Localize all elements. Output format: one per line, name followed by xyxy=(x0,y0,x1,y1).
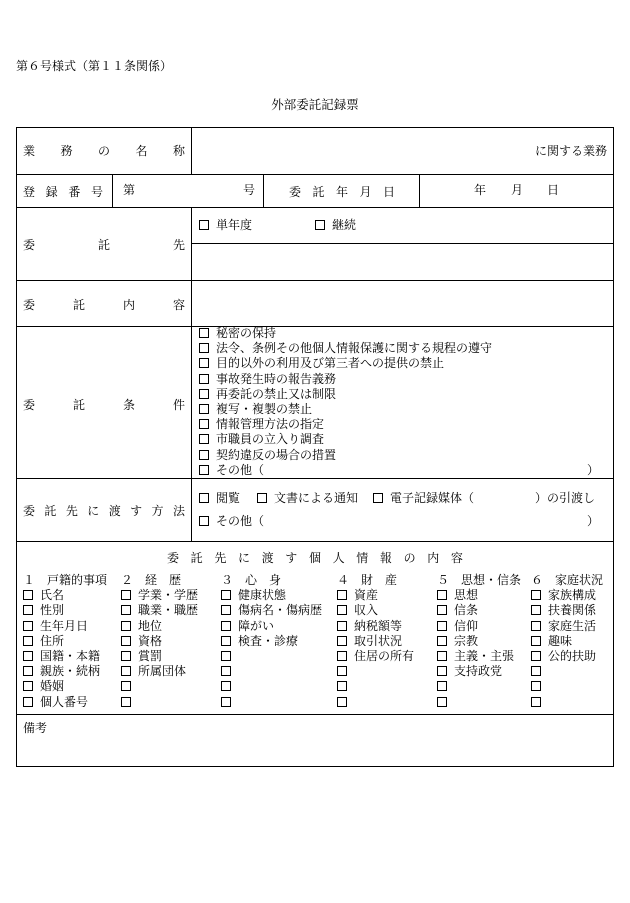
info-title xyxy=(167,549,463,566)
checkbox[interactable] xyxy=(121,636,131,646)
info-item[interactable] xyxy=(531,634,603,649)
label-char: 託 xyxy=(44,504,57,518)
date-year: 年 xyxy=(474,183,487,197)
contractor-continue-option[interactable] xyxy=(315,218,356,232)
label-char: 先 xyxy=(65,504,78,518)
reg-prefix: 第 xyxy=(123,183,136,197)
label-char: 内 xyxy=(122,298,135,312)
checkbox[interactable] xyxy=(337,666,347,676)
condition-label: 目的以外の利用及び第三者への提供の禁止 xyxy=(216,356,445,371)
label-char: 条 xyxy=(122,398,135,412)
info-item-label: 収入 xyxy=(354,603,379,618)
checkbox[interactable] xyxy=(221,697,231,707)
info-item[interactable] xyxy=(531,664,603,679)
condition-label: 秘密の保持 xyxy=(216,326,277,340)
info-column xyxy=(337,573,414,710)
label-char: す xyxy=(285,551,298,565)
content-label xyxy=(23,296,185,313)
checkbox[interactable] xyxy=(199,343,209,353)
label-char: 先 xyxy=(172,238,185,252)
method-label xyxy=(23,502,185,519)
info-item[interactable] xyxy=(437,679,521,694)
checkbox[interactable] xyxy=(23,681,33,691)
checkbox[interactable] xyxy=(121,651,131,661)
info-item-label: 趣味 xyxy=(548,633,573,648)
checkbox[interactable] xyxy=(437,636,447,646)
label-char: 容 xyxy=(172,298,185,312)
info-item[interactable] xyxy=(337,679,414,694)
checkbox[interactable] xyxy=(23,636,33,646)
condition-item[interactable] xyxy=(199,387,492,402)
label-char: 委 xyxy=(23,504,36,518)
method-close-paren: ） xyxy=(587,514,600,528)
condition-label: その他（ xyxy=(216,462,265,477)
date-label xyxy=(289,183,395,200)
checkbox[interactable] xyxy=(23,590,33,600)
row-divider xyxy=(17,174,613,175)
info-item-label: 取引状況 xyxy=(354,633,403,648)
checkbox[interactable] xyxy=(221,621,231,631)
label-char: 件 xyxy=(172,398,185,412)
checkbox[interactable] xyxy=(337,697,347,707)
info-item-label: 賞罰 xyxy=(138,648,163,663)
checkbox[interactable] xyxy=(437,651,447,661)
row-divider xyxy=(17,541,613,542)
conditions-close-paren: ） xyxy=(587,463,600,477)
checkbox[interactable] xyxy=(121,681,131,691)
checkbox[interactable] xyxy=(221,590,231,600)
checkbox[interactable] xyxy=(337,651,347,661)
info-item[interactable] xyxy=(437,664,521,679)
info-item[interactable] xyxy=(221,679,322,694)
info-item[interactable] xyxy=(121,603,198,618)
row-divider xyxy=(191,243,613,244)
checkbox[interactable] xyxy=(221,636,231,646)
info-item-label: 納税額等 xyxy=(354,618,403,633)
condition-label: 契約違反の場合の措置 xyxy=(216,447,337,462)
label-char: 委 xyxy=(23,238,36,252)
info-column xyxy=(531,573,603,710)
label-char: す xyxy=(130,504,143,518)
conditions-list xyxy=(199,326,492,478)
checkbox[interactable] xyxy=(315,220,325,230)
info-column-heading: ３ 心 身 xyxy=(221,573,282,587)
col-divider xyxy=(191,128,192,174)
checkbox[interactable] xyxy=(531,697,541,707)
reg-suffix: 号 xyxy=(243,183,256,197)
checkbox[interactable] xyxy=(531,651,541,661)
info-column-heading: ５ 思想・信条 xyxy=(437,573,522,587)
checkbox[interactable] xyxy=(121,590,131,600)
condition-label: 複写・複製の禁止 xyxy=(216,401,313,416)
label-char: の xyxy=(403,551,416,565)
info-item[interactable] xyxy=(121,664,198,679)
label-char: 委 xyxy=(23,398,36,412)
info-item[interactable] xyxy=(337,619,414,634)
method-media-option[interactable] xyxy=(373,491,474,505)
remarks-label: 備考 xyxy=(23,721,48,735)
label-char: 録 xyxy=(45,185,58,199)
info-item[interactable] xyxy=(23,649,107,664)
info-item[interactable] xyxy=(221,588,322,603)
info-item-label: 思想 xyxy=(454,588,479,603)
label-char: 託 xyxy=(312,185,325,199)
condition-item[interactable] xyxy=(199,326,492,341)
info-item[interactable] xyxy=(437,695,521,710)
checkbox[interactable] xyxy=(23,666,33,676)
checkbox[interactable] xyxy=(199,516,209,526)
date-month: 月 xyxy=(511,183,524,197)
info-item-label: 住居の所有 xyxy=(354,648,415,663)
info-item[interactable] xyxy=(437,619,521,634)
info-item[interactable] xyxy=(531,588,603,603)
label-char: 託 xyxy=(72,398,85,412)
label-char: 渡 xyxy=(261,551,274,565)
page-title: 外部委託記録票 xyxy=(271,97,359,112)
info-item-label: 婚姻 xyxy=(40,679,65,694)
label-char: 報 xyxy=(379,551,392,565)
condition-label: 事故発生時の報告義務 xyxy=(216,371,337,386)
label-char: 容 xyxy=(450,551,463,565)
info-item-label: 資格 xyxy=(138,633,163,648)
info-item-label: 信仰 xyxy=(454,618,479,633)
info-item[interactable] xyxy=(23,603,107,618)
checkbox[interactable] xyxy=(23,697,33,707)
label-char: 情 xyxy=(356,551,369,565)
info-item[interactable] xyxy=(531,619,603,634)
info-item-label: 資産 xyxy=(354,588,379,603)
checkbox[interactable] xyxy=(199,374,209,384)
info-item[interactable] xyxy=(23,588,107,603)
info-item[interactable] xyxy=(121,619,198,634)
condition-item[interactable] xyxy=(199,372,492,387)
form-number: 第６号様式（第１１条関係） xyxy=(16,59,173,73)
info-item[interactable] xyxy=(121,634,198,649)
checkbox[interactable] xyxy=(437,666,447,676)
name-suffix: に関する業務 xyxy=(534,144,607,158)
info-item-label: 個人番号 xyxy=(40,694,89,709)
info-item[interactable] xyxy=(437,603,521,618)
info-item-label: 家庭生活 xyxy=(548,618,597,633)
row-divider xyxy=(17,714,613,715)
info-item-label: 主義・主張 xyxy=(454,648,515,663)
info-column xyxy=(437,573,521,710)
label-char: 業 xyxy=(23,144,36,158)
label-char: 方 xyxy=(151,504,164,518)
info-item[interactable] xyxy=(437,634,521,649)
checkbox[interactable] xyxy=(437,681,447,691)
label-char: 登 xyxy=(23,185,36,199)
col-divider xyxy=(191,207,192,541)
condition-item[interactable] xyxy=(199,402,492,417)
info-item[interactable] xyxy=(531,695,603,710)
checkbox[interactable] xyxy=(531,590,541,600)
label-char: 託 xyxy=(190,551,203,565)
checkbox[interactable] xyxy=(437,605,447,615)
info-column xyxy=(121,573,198,710)
info-item[interactable] xyxy=(337,695,414,710)
condition-item[interactable] xyxy=(199,341,492,356)
label-char: の xyxy=(97,144,110,158)
checkbox[interactable] xyxy=(337,590,347,600)
option-label: 継続 xyxy=(332,218,357,232)
checkbox[interactable] xyxy=(199,419,209,429)
checkbox[interactable] xyxy=(23,605,33,615)
option-label: その他（ xyxy=(216,514,265,528)
info-item-label: 宗教 xyxy=(454,633,479,648)
checkbox[interactable] xyxy=(199,358,209,368)
info-item[interactable] xyxy=(23,634,107,649)
info-item-label: 所属団体 xyxy=(138,664,187,679)
info-item[interactable] xyxy=(221,603,322,618)
option-label: 単年度 xyxy=(216,218,253,232)
label-char: 託 xyxy=(72,298,85,312)
info-item[interactable] xyxy=(23,619,107,634)
info-item[interactable] xyxy=(337,634,414,649)
checkbox[interactable] xyxy=(437,621,447,631)
info-item[interactable] xyxy=(337,603,414,618)
label-char: 日 xyxy=(382,185,395,199)
condition-label: 法令、条例その他個人情報保護に関する規程の遵守 xyxy=(216,341,493,356)
label-char: 委 xyxy=(167,551,180,565)
info-column-heading: ４ 財 産 xyxy=(337,573,398,587)
checkbox[interactable] xyxy=(199,450,209,460)
label-char: に xyxy=(87,504,100,518)
method-other-option[interactable] xyxy=(199,514,264,528)
checkbox[interactable] xyxy=(221,666,231,676)
method-media-suffix: ）の引渡し xyxy=(535,491,596,505)
info-column-heading: １ 戸籍的事項 xyxy=(23,573,108,587)
info-item-label: 学業・学歴 xyxy=(138,588,199,603)
checkbox[interactable] xyxy=(531,636,541,646)
info-item[interactable] xyxy=(437,649,521,664)
info-item[interactable] xyxy=(221,649,322,664)
label-char: 号 xyxy=(90,185,103,199)
label-char: 先 xyxy=(214,551,227,565)
row-divider xyxy=(17,478,613,479)
option-label: 電子記録媒体（ xyxy=(390,491,475,505)
label-char: 番 xyxy=(68,185,81,199)
info-column xyxy=(221,573,322,710)
label-char: 法 xyxy=(172,504,185,518)
checkbox[interactable] xyxy=(199,434,209,444)
checkbox[interactable] xyxy=(531,621,541,631)
info-item[interactable] xyxy=(437,588,521,603)
checkbox[interactable] xyxy=(121,697,131,707)
info-item-label: 性別 xyxy=(40,603,65,618)
label-char: 渡 xyxy=(108,504,121,518)
info-item[interactable] xyxy=(531,649,603,664)
info-item-label: 信条 xyxy=(454,603,479,618)
label-char: 務 xyxy=(60,144,73,158)
info-item[interactable] xyxy=(531,679,603,694)
info-item-label: 健康状態 xyxy=(238,588,287,603)
info-item[interactable] xyxy=(221,619,322,634)
checkbox[interactable] xyxy=(221,681,231,691)
checkbox[interactable] xyxy=(199,404,209,414)
label-char: 託 xyxy=(97,238,110,252)
checkbox[interactable] xyxy=(199,389,209,399)
row-divider xyxy=(17,207,613,208)
row-divider xyxy=(17,280,613,281)
label-char: 内 xyxy=(427,551,440,565)
checkbox[interactable] xyxy=(531,681,541,691)
contractor-label xyxy=(23,236,185,253)
info-item[interactable] xyxy=(23,695,107,710)
info-item[interactable] xyxy=(121,588,198,603)
info-item-label: 家族構成 xyxy=(548,588,597,603)
checkbox[interactable] xyxy=(199,465,209,475)
info-item[interactable] xyxy=(121,695,198,710)
checkbox[interactable] xyxy=(121,666,131,676)
checkbox[interactable] xyxy=(199,328,209,338)
checkbox[interactable] xyxy=(337,681,347,691)
method-browse-option[interactable] xyxy=(199,491,240,505)
info-item-label: 支持政党 xyxy=(454,664,503,679)
contractor-single-option[interactable] xyxy=(199,218,252,232)
info-item-label: 扶養関係 xyxy=(548,603,597,618)
reg-label xyxy=(23,183,103,200)
info-item[interactable] xyxy=(337,588,414,603)
checkbox[interactable] xyxy=(199,493,209,503)
info-item-label: 住所 xyxy=(40,633,65,648)
label-char: 個 xyxy=(308,551,321,565)
info-item[interactable] xyxy=(121,679,198,694)
checkbox[interactable] xyxy=(337,621,347,631)
condition-item[interactable] xyxy=(199,417,492,432)
checkbox[interactable] xyxy=(437,697,447,707)
condition-item[interactable] xyxy=(199,448,492,463)
checkbox[interactable] xyxy=(531,666,541,676)
info-item[interactable] xyxy=(531,603,603,618)
checkbox[interactable] xyxy=(121,621,131,631)
col-divider xyxy=(263,174,264,207)
label-char: 年 xyxy=(335,185,348,199)
info-item-label: 傷病名・傷病歴 xyxy=(238,603,323,618)
info-item-label: 職業・職歴 xyxy=(138,603,199,618)
condition-label: 市職員の立入り調査 xyxy=(216,432,325,447)
info-item-label: 氏名 xyxy=(40,588,65,603)
info-column xyxy=(23,573,107,710)
method-doc-option[interactable] xyxy=(257,491,358,505)
info-item-label: 検査・診療 xyxy=(238,633,299,648)
name-label-chars xyxy=(23,144,185,158)
info-item[interactable] xyxy=(221,664,322,679)
condition-item[interactable] xyxy=(199,463,492,478)
label-char: 名 xyxy=(135,144,148,158)
info-item-label: 地位 xyxy=(138,618,163,633)
info-item[interactable] xyxy=(337,664,414,679)
col-divider xyxy=(112,174,113,207)
label-char: 称 xyxy=(172,144,185,158)
checkbox[interactable] xyxy=(199,220,209,230)
label-char: に xyxy=(237,551,250,565)
checkbox[interactable] xyxy=(337,636,347,646)
checkbox[interactable] xyxy=(257,493,267,503)
checkbox[interactable] xyxy=(23,651,33,661)
condition-item[interactable] xyxy=(199,356,492,371)
checkbox[interactable] xyxy=(23,621,33,631)
label-char: 人 xyxy=(332,551,345,565)
conditions-label xyxy=(23,396,185,413)
label-char: 委 xyxy=(23,298,36,312)
label-char: 月 xyxy=(359,185,372,199)
checkbox[interactable] xyxy=(121,605,131,615)
info-item-label: 公的扶助 xyxy=(548,648,597,663)
info-item[interactable] xyxy=(23,679,107,694)
info-item[interactable] xyxy=(121,649,198,664)
date-day: 日 xyxy=(547,183,560,197)
label-char: 委 xyxy=(289,185,302,199)
info-column-heading: ２ 経 歴 xyxy=(121,573,182,587)
condition-label: 情報管理方法の指定 xyxy=(216,417,325,432)
info-item-label: 国籍・本籍 xyxy=(40,648,101,663)
info-item-label: 障がい xyxy=(238,618,275,633)
checkbox[interactable] xyxy=(221,605,231,615)
option-label: 閲覧 xyxy=(216,491,241,505)
condition-label: 再委託の禁止又は制限 xyxy=(216,386,337,401)
option-label: 文書による通知 xyxy=(274,491,359,505)
info-item[interactable] xyxy=(23,664,107,679)
checkbox[interactable] xyxy=(531,605,541,615)
info-item[interactable] xyxy=(221,634,322,649)
col-divider xyxy=(419,174,420,207)
record-form xyxy=(16,127,614,767)
checkbox[interactable] xyxy=(221,651,231,661)
info-item[interactable] xyxy=(337,649,414,664)
info-item-label: 親族・続柄 xyxy=(40,664,101,679)
condition-item[interactable] xyxy=(199,432,492,447)
info-item-label: 生年月日 xyxy=(40,618,89,633)
checkbox[interactable] xyxy=(373,493,383,503)
checkbox[interactable] xyxy=(337,605,347,615)
checkbox[interactable] xyxy=(437,590,447,600)
info-column-heading: ６ 家庭状況 xyxy=(531,573,604,587)
info-item[interactable] xyxy=(221,695,322,710)
